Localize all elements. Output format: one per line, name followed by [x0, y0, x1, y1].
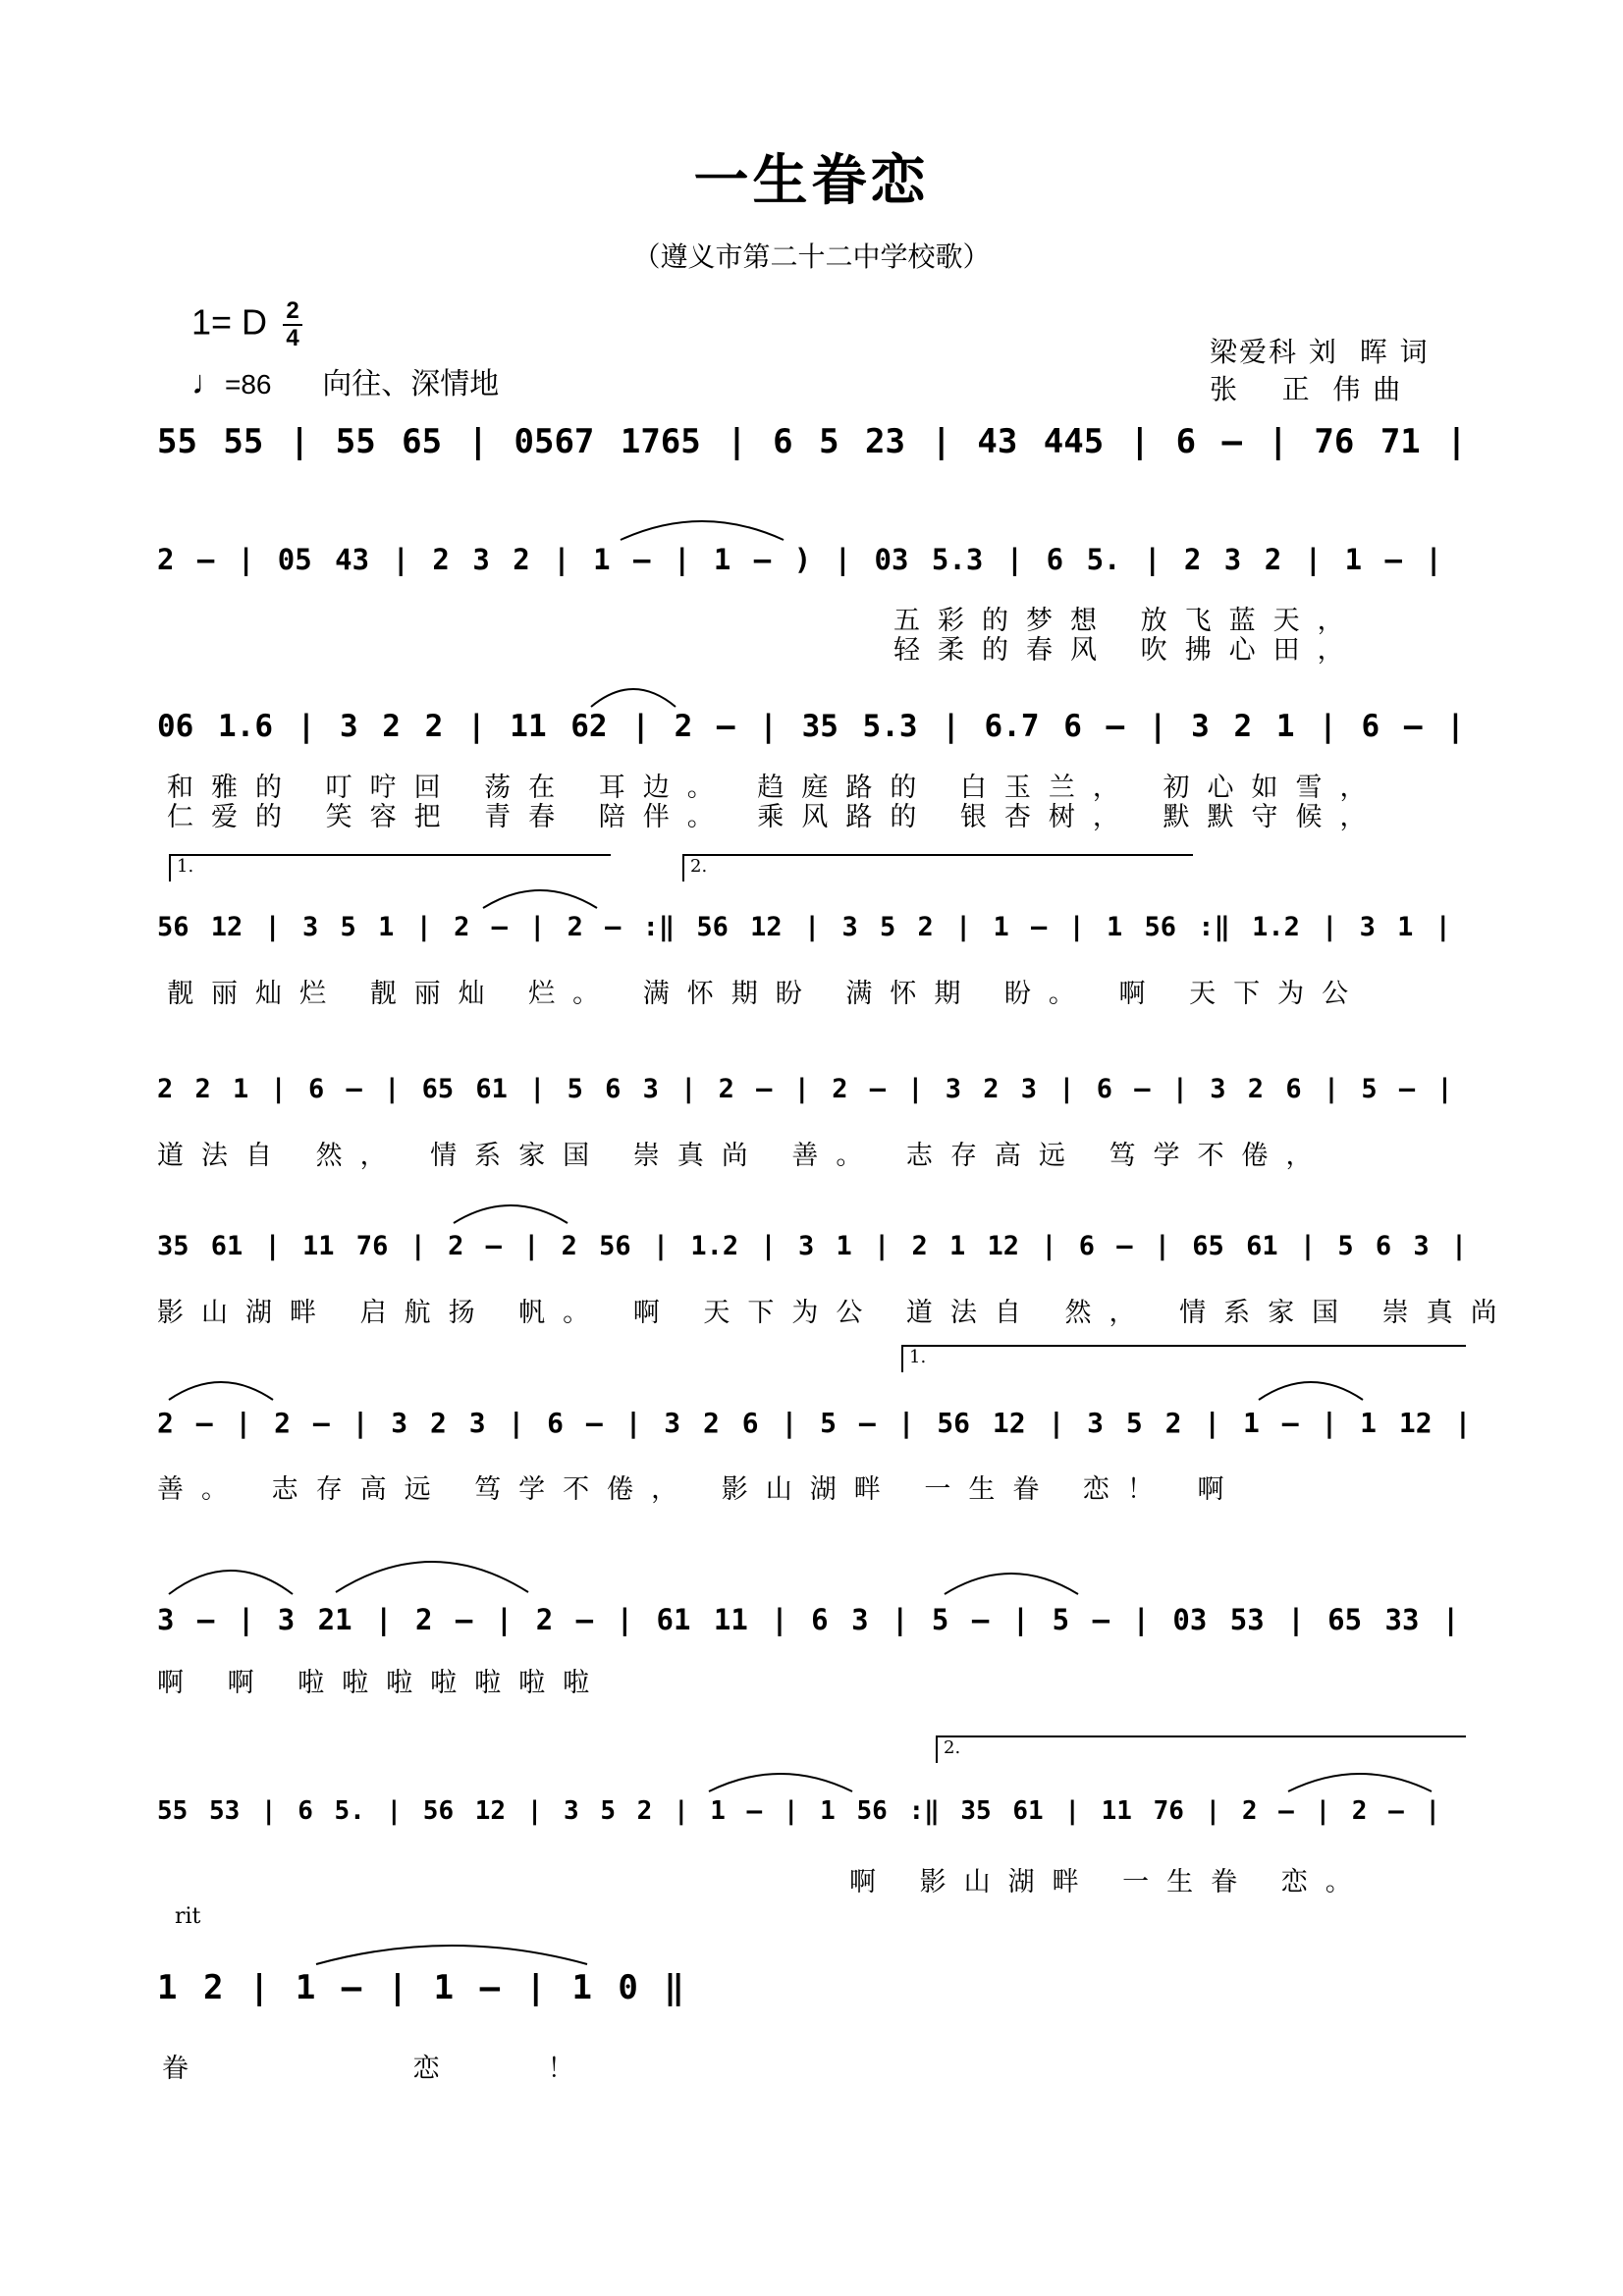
system-notes: 55 53 | 6 5. | 56 12 | 3 5 2 | 1 – | 1 56 :‖ 35 61 | 11 76 | 2 – | 2 – |: [157, 1796, 1441, 1826]
tempo-marking: [191, 359, 499, 402]
score-system-2: [157, 530, 1473, 666]
lyric-line-1: 和雅的 叮咛回 荡在 耳边。 趋庭路的 白玉兰， 初心如雪，: [167, 773, 1384, 803]
lyric-line-1: 影山湖畔 启航扬 帆。 啊 天下为公 道法自 然， 情系家国 崇真尚: [157, 1298, 1515, 1328]
lyric-line-1: 眷 恋！: [162, 2054, 682, 2084]
system-notes: 2 2 1 | 6 – | 65 61 | 5 6 3 | 2 – | 2 – | 3 2 3 | 6 – | 3 2 6 | 5 – |: [157, 1074, 1453, 1104]
composer-credit: 张 正 伟 曲: [1210, 373, 1403, 405]
quarter-note-icon: ♩: [191, 364, 225, 401]
lyricist-credit: 梁爱科 刘 晖 词: [1210, 336, 1430, 368]
volta-first: 1.: [169, 854, 611, 881]
lyric-line-1: 五彩的梦想 放飞蓝天，: [893, 606, 1362, 636]
score-system-3: [157, 697, 1473, 832]
system-notes: 55 55 | 55 65 | 0567 1765 | 6 5 23 | 43 445 | 6 – | 76 71 |: [157, 422, 1467, 461]
volta-second: 2.: [682, 854, 1193, 881]
lyric-line-1: 啊 啊 啦啦啦啦啦啦啦: [157, 1668, 608, 1698]
score-system-7: [157, 1394, 1473, 1505]
volta-first: 1.: [901, 1345, 1466, 1372]
system-notes: 3 – | 3 21 | 2 – | 2 – | 61 11 | 6 3 | 5 – | 5 – | 03 53 | 65 33 |: [157, 1603, 1460, 1636]
tempo-expression: 向往、深情地: [322, 368, 500, 400]
system-notes: 2 – | 2 – | 3 2 3 | 6 – | 3 2 6 | 5 – | 56 12 | 3 5 2 | 1 – | 1 12 |: [157, 1407, 1472, 1439]
score-system-10: [157, 1958, 1473, 2084]
tempo-bpm: =86: [225, 369, 272, 400]
system-notes: 1 2 | 1 – | 1 – | 1 0 ‖: [157, 1968, 684, 2007]
system-notes: 2 – | 05 43 | 2 3 2 | 1 – | 1 – ) | 03 5.3 | 6 5. | 2 3 2 | 1 – |: [157, 543, 1442, 576]
system-notes: 06 1.6 | 3 2 2 | 11 62 | 2 – | 35 5.3 | 6.7 6 – | 3 2 1 | 6 – |: [157, 709, 1465, 744]
rit-marking: rit: [175, 1904, 201, 1929]
score-system-8: [157, 1590, 1473, 1698]
lyric-line-1: 善。 志存高远 笃学不倦， 影山湖畔 一生眷 恋！ 啊: [157, 1474, 1242, 1505]
credits: [1210, 334, 1430, 408]
slur-icon: [334, 1545, 530, 1594]
lyric-line-1: 道法自 然， 情系家国 崇真尚 善。 志存高远 笃学不倦，: [157, 1141, 1330, 1171]
lyric-line-1: 啊 影山湖畔 一生眷 恋。: [849, 1867, 1370, 1897]
ts-bottom: 4: [286, 325, 299, 351]
page-title: 一生眷恋: [693, 149, 930, 211]
time-signature: [283, 299, 302, 350]
score-system-9: [157, 1782, 1473, 1897]
system-notes: 56 12 | 3 5 1 | 2 – | 2 – :‖ 56 12 | 3 5 2 | 1 – | 1 56 :‖ 1.2 | 3 1 |: [157, 912, 1451, 942]
lyric-line-2: 仁爱的 笑容把 青春 陪伴。 乘风路的 银杏树， 默默守候，: [167, 802, 1384, 832]
lyric-line-1: 靓丽灿烂 靓丽灿 烂。 满怀期盼 满怀期 盼。 啊 天下为公: [167, 979, 1367, 1009]
key-label: 1= D: [191, 301, 268, 343]
score-system-5: [157, 1060, 1473, 1171]
volta-second: 2.: [936, 1735, 1466, 1763]
page-subtitle: （遵义市第二十二中学校歌）: [632, 240, 991, 273]
score-system-1: [157, 412, 1473, 481]
key-signature: [191, 299, 302, 350]
system-notes: 35 61 | 11 76 | 2 – | 2 56 | 1.2 | 3 1 | 2 1 12 | 6 – | 65 61 | 5 6 3 |: [157, 1231, 1468, 1261]
lyric-line-2: 轻柔的春风 吹拂心田，: [893, 635, 1362, 666]
ts-top: 2: [286, 297, 299, 324]
score-system-6: [157, 1217, 1515, 1328]
score-system-4: [157, 898, 1473, 1009]
